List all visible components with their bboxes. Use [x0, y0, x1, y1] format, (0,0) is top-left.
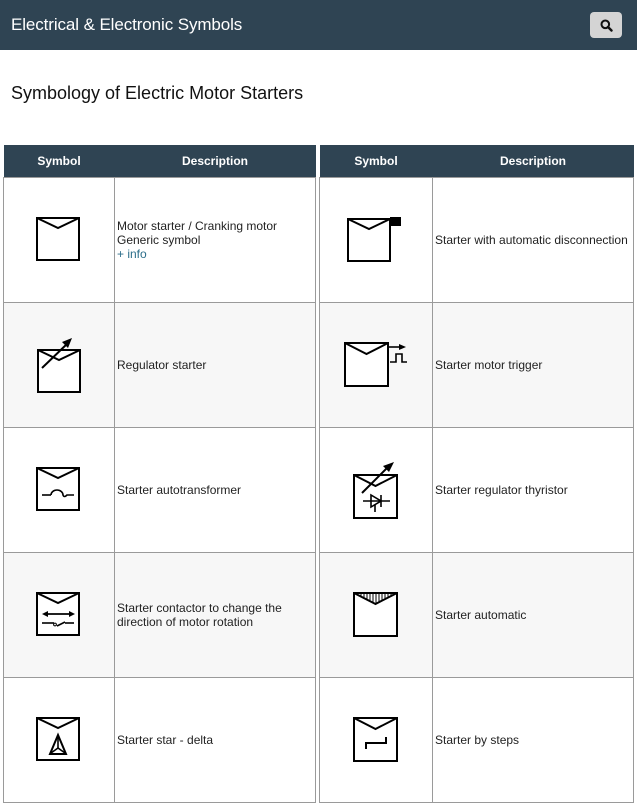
table-row [320, 552, 634, 677]
description-line: Motor starter / Cranking motor [117, 218, 278, 233]
table-row [4, 552, 316, 677]
page-title: Symbology of Electric Motor Starters [11, 83, 304, 103]
symbol-cell [320, 677, 433, 802]
description-cell [433, 427, 634, 552]
description-line: Generic symbol [117, 232, 201, 247]
table-row [320, 177, 634, 302]
top-navigation-bar [0, 0, 637, 50]
starter-autotransformer-symbol-icon [36, 467, 82, 513]
column-header-description: Description [433, 145, 634, 177]
description-cell [115, 302, 316, 427]
description-cell [115, 677, 316, 802]
description-cell [115, 427, 316, 552]
symbol-cell [320, 302, 433, 427]
table-header-row [320, 145, 634, 177]
symbol-cell [320, 177, 433, 302]
description-cell [433, 552, 634, 677]
description-line: Starter contactor to change the [117, 600, 282, 615]
symbol-cell [4, 677, 115, 802]
description-cell [433, 302, 634, 427]
description-line: Regulator starter [117, 357, 207, 372]
symbol-cell [320, 427, 433, 552]
table-row [320, 427, 634, 552]
starter-automatic-disconnection-symbol-icon [346, 215, 406, 265]
description-cell [433, 177, 634, 302]
starter-by-steps-symbol-icon [353, 717, 399, 763]
symbol-cell [4, 302, 115, 427]
symbol-cell [4, 552, 115, 677]
symbol-cell [4, 177, 115, 302]
description-line: Starter automatic [435, 607, 527, 622]
more-info-link[interactable]: + info [117, 246, 147, 261]
site-title[interactable]: Electrical & Electronic Symbols [11, 15, 243, 34]
column-header-symbol: Symbol [320, 145, 433, 177]
description-line: Starter star - delta [117, 732, 214, 747]
description-cell [115, 552, 316, 677]
regulator-starter-symbol-icon [34, 335, 84, 395]
description-line: Starter autotransformer [117, 482, 242, 497]
starter-motor-trigger-symbol-icon [343, 340, 409, 390]
description-cell [115, 177, 316, 302]
description-line: Starter with automatic disconnection [435, 232, 628, 247]
starter-regulator-thyristor-symbol-icon [350, 459, 402, 521]
motor-starter-generic-symbol-icon [36, 217, 82, 263]
starter-contactor-direction-symbol-icon [36, 592, 82, 638]
search-button[interactable] [590, 12, 622, 38]
table-row [4, 177, 316, 302]
description-line: Starter by steps [435, 732, 520, 747]
table-header-row [4, 145, 316, 177]
search-icon [600, 19, 613, 32]
symbols-table-right [319, 145, 634, 803]
description-line: Starter regulator thyristor [435, 482, 568, 497]
symbols-table-left [3, 145, 316, 803]
symbol-cell [320, 552, 433, 677]
table-row [320, 677, 634, 802]
description-line: Starter motor trigger [435, 357, 543, 372]
symbol-cell [4, 427, 115, 552]
table-row [4, 677, 316, 802]
starter-automatic-symbol-icon [353, 592, 399, 638]
table-row [4, 302, 316, 427]
table-row [320, 302, 634, 427]
column-header-description: Description [115, 145, 316, 177]
starter-star-delta-symbol-icon [36, 717, 82, 763]
description-cell [433, 677, 634, 802]
description-line: direction of motor rotation [117, 614, 254, 629]
table-row [4, 427, 316, 552]
column-header-symbol: Symbol [4, 145, 115, 177]
